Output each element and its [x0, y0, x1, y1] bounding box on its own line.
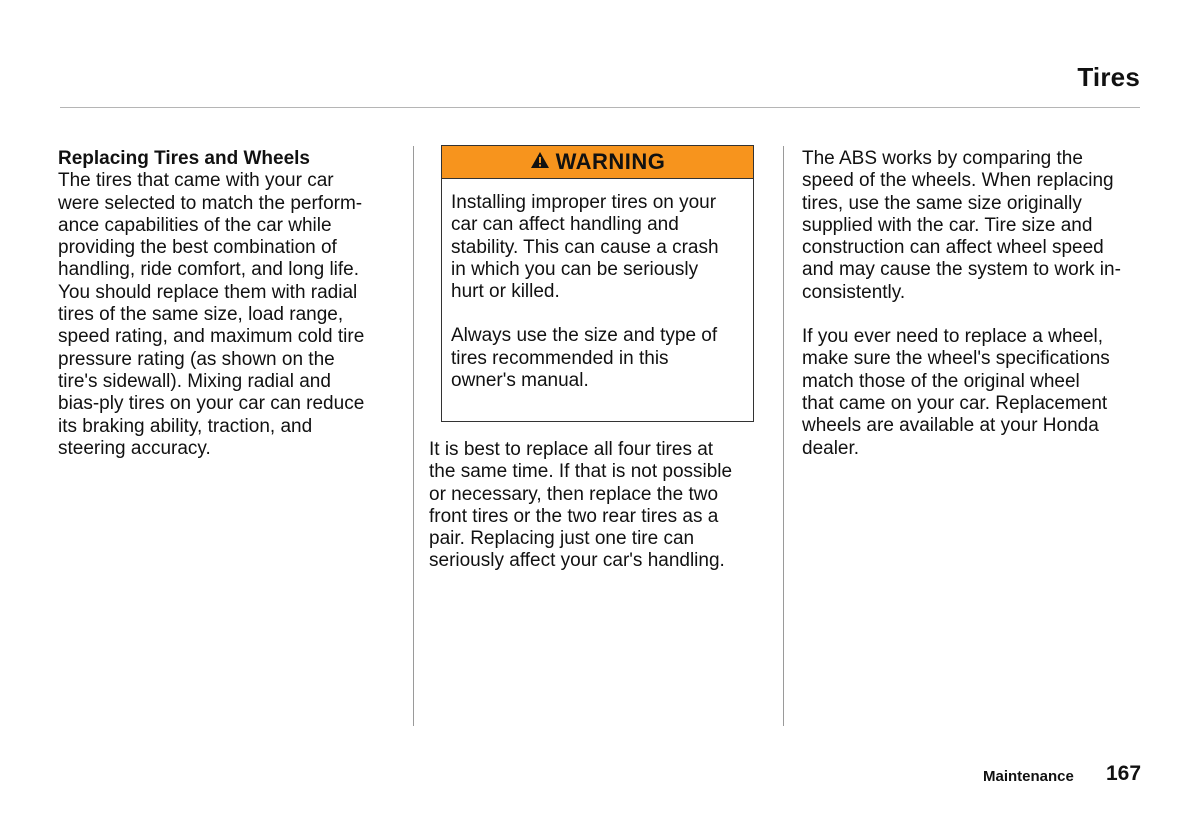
- text-line: The ABS works by comparing the: [802, 148, 1083, 169]
- text-line: You should replace them with radial: [58, 281, 358, 303]
- text-line: tire's sidewall). Mixing radial and: [58, 370, 331, 392]
- text-line: front tires or the two rear tires as a: [429, 505, 719, 527]
- text-line: Installing improper tires on your: [451, 192, 717, 213]
- text-line: were selected to match the perform-: [58, 192, 363, 214]
- text-line: tires of the same size, load range,: [58, 304, 344, 326]
- text-line: stability. This can cause a crash: [451, 236, 719, 258]
- warning-triangle-icon: [530, 149, 550, 175]
- text-line: pair. Replacing just one tire can: [429, 528, 695, 550]
- text-line: consistently.: [802, 281, 906, 303]
- text-line: tires, use the same size originally: [802, 192, 1082, 214]
- col2-text: [429, 439, 732, 573]
- text-line: in which you can be seriously: [451, 258, 699, 280]
- col1-text: [58, 170, 364, 460]
- text-line: It is best to replace all four tires at: [429, 439, 714, 460]
- warning-header: [442, 146, 753, 179]
- text-line: speed rating, and maximum cold tire: [58, 326, 365, 348]
- text-line: providing the best combination of: [58, 237, 337, 259]
- col3-para-1: [802, 148, 1121, 304]
- column-1: [58, 148, 364, 460]
- text-line: dealer.: [802, 437, 860, 459]
- text-line: hurt or killed.: [451, 281, 560, 303]
- column-2-text: [429, 439, 732, 573]
- text-line: match those of the original wheel: [802, 370, 1080, 392]
- column-divider-right: [783, 146, 784, 726]
- text-line: steering accuracy.: [58, 437, 211, 459]
- warning-label: WARNING: [555, 149, 666, 174]
- text-line: If you ever need to replace a wheel,: [802, 326, 1104, 348]
- text-line: seriously affect your car's handling.: [429, 550, 725, 572]
- text-line: speed of the wheels. When replacing: [802, 170, 1114, 192]
- text-line: pressure rating (as shown on the: [58, 348, 335, 370]
- footer-section-label: Maintenance: [983, 768, 1074, 785]
- section-heading: Replacing Tires and Wheels: [58, 148, 311, 169]
- text-line: or necessary, then replace the two: [429, 483, 719, 505]
- warning-box: [441, 145, 754, 422]
- text-line: construction can affect wheel speed: [802, 237, 1104, 259]
- text-line: The tires that came with your car: [58, 170, 334, 192]
- text-line: that came on your car. Replacement: [802, 392, 1108, 414]
- text-line: and may cause the system to work in-: [802, 259, 1121, 281]
- text-line: tires recommended in this: [451, 347, 669, 369]
- page-title: Tires: [1077, 62, 1140, 92]
- text-line: bias-ply tires on your car can reduce: [58, 393, 365, 415]
- text-line: the same time. If that is not possible: [429, 461, 733, 483]
- page-number: 167: [1106, 762, 1142, 785]
- text-line: supplied with the car. Tire size and: [802, 214, 1093, 236]
- column-3: [802, 148, 1121, 460]
- col3-para-2: [802, 326, 1121, 460]
- warning-para-2: [451, 325, 719, 392]
- text-line: ance capabilities of the car while: [58, 214, 332, 236]
- text-line: its braking ability, traction, and: [58, 415, 313, 437]
- text-line: car can affect handling and: [451, 214, 679, 236]
- warning-body: [451, 192, 719, 392]
- text-line: owner's manual.: [451, 370, 589, 392]
- text-line: Always use the size and type of: [451, 325, 718, 347]
- header-rule: [60, 107, 1140, 108]
- column-divider-left: [413, 146, 414, 726]
- text-line: handling, ride comfort, and long life.: [58, 259, 360, 281]
- warning-para-1: [451, 192, 719, 303]
- text-line: make sure the wheel's specifications: [802, 348, 1110, 370]
- text-line: wheels are available at your Honda: [802, 415, 1099, 437]
